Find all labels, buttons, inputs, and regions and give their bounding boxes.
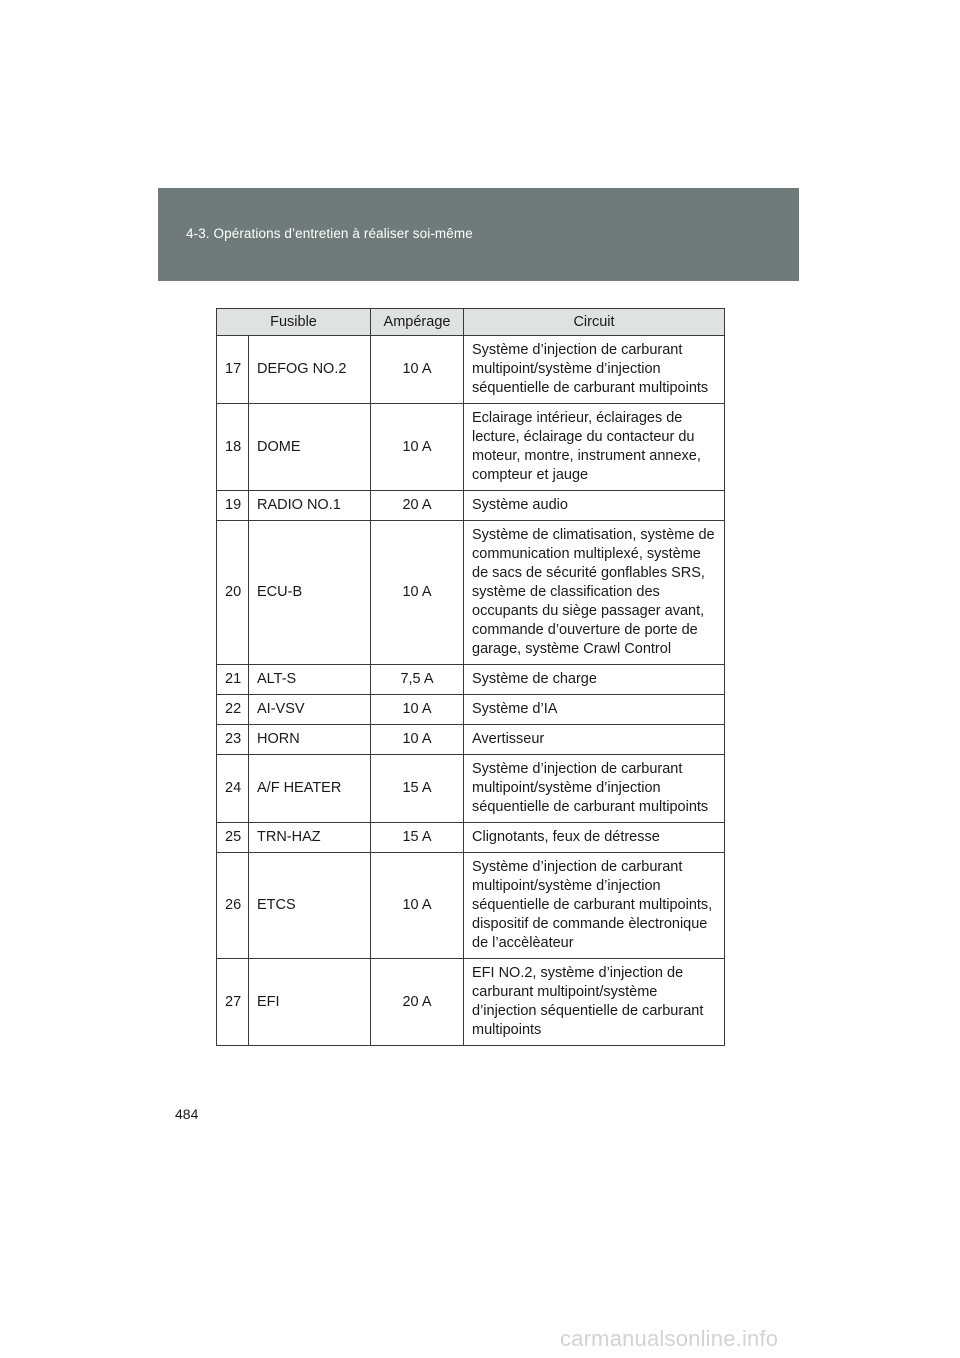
column-header-amperage: Ampérage (371, 309, 464, 336)
fuse-name-cell: A/F HEATER (249, 755, 371, 823)
section-title: 4-3. Opérations d’entretien à réaliser soi-même (186, 226, 473, 241)
circuit-cell: EFI NO.2, système d’injection de carburant multipoint/système d’injection séquentielle de carburant multipoints (464, 959, 725, 1046)
fuse-number-cell: 17 (217, 336, 249, 404)
fuse-number-cell: 26 (217, 853, 249, 959)
fuse-number-cell: 23 (217, 725, 249, 755)
column-header-circuit: Circuit (464, 309, 725, 336)
fuse-number-cell: 20 (217, 521, 249, 665)
fuse-name-cell: DOME (249, 404, 371, 491)
fuse-name-cell: HORN (249, 725, 371, 755)
amperage-cell: 10 A (371, 404, 464, 491)
fuse-name-cell: ALT-S (249, 665, 371, 695)
amperage-cell: 15 A (371, 823, 464, 853)
circuit-cell: Système d’injection de carburant multipoint/système d’injection séquentielle de carburant multipoints, dispositif de commande èlectronique de l’accèlèateur (464, 853, 725, 959)
table-header-row (217, 309, 725, 336)
fuse-table (216, 308, 725, 1046)
fuse-number-cell: 27 (217, 959, 249, 1046)
fuse-name-cell: AI-VSV (249, 695, 371, 725)
table-row (217, 695, 725, 725)
fuse-name-cell: ECU-B (249, 521, 371, 665)
fuse-number-cell: 24 (217, 755, 249, 823)
amperage-cell: 10 A (371, 336, 464, 404)
table-row (217, 404, 725, 491)
amperage-cell: 7,5 A (371, 665, 464, 695)
fuse-name-cell: DEFOG NO.2 (249, 336, 371, 404)
amperage-cell: 10 A (371, 695, 464, 725)
circuit-cell: Clignotants, feux de détresse (464, 823, 725, 853)
fuse-number-cell: 25 (217, 823, 249, 853)
fuse-name-cell: TRN-HAZ (249, 823, 371, 853)
fuse-number-cell: 21 (217, 665, 249, 695)
circuit-cell: Système de charge (464, 665, 725, 695)
circuit-cell: Système d’IA (464, 695, 725, 725)
table-row (217, 959, 725, 1046)
section-header-band (158, 188, 799, 281)
table-row (217, 823, 725, 853)
table-row (217, 853, 725, 959)
circuit-cell: Système audio (464, 491, 725, 521)
table-row (217, 336, 725, 404)
circuit-cell: Eclairage intérieur, éclairages de lecture, éclairage du contacteur du moteur, montre, instrument annexe, compteur et jauge (464, 404, 725, 491)
fuse-number-cell: 18 (217, 404, 249, 491)
fuse-name-cell: ETCS (249, 853, 371, 959)
fuse-name-cell: RADIO NO.1 (249, 491, 371, 521)
table-row (217, 725, 725, 755)
amperage-cell: 10 A (371, 725, 464, 755)
table-row (217, 491, 725, 521)
table-row (217, 665, 725, 695)
circuit-cell: Avertisseur (464, 725, 725, 755)
page-number: 484 (175, 1106, 199, 1122)
circuit-cell: Système d’injection de carburant multipoint/système d’injection séquentielle de carburant multipoints (464, 755, 725, 823)
amperage-cell: 20 A (371, 491, 464, 521)
circuit-cell: Système d’injection de carburant multipoint/système d’injection séquentielle de carburant multipoints (464, 336, 725, 404)
amperage-cell: 15 A (371, 755, 464, 823)
fuse-name-cell: EFI (249, 959, 371, 1046)
amperage-cell: 10 A (371, 853, 464, 959)
fuse-number-cell: 22 (217, 695, 249, 725)
amperage-cell: 20 A (371, 959, 464, 1046)
fuse-number-cell: 19 (217, 491, 249, 521)
column-header-fuse: Fusible (217, 309, 371, 336)
table-row (217, 755, 725, 823)
circuit-cell: Système de climatisation, système de communication multiplexé, système de sacs de sécurité gonflables SRS, système de classification des occupants du siège passager avant, commande d’ouverture de porte de garage, système Crawl Control (464, 521, 725, 665)
watermark: carmanualsonline.info (560, 1326, 779, 1351)
amperage-cell: 10 A (371, 521, 464, 665)
table-row (217, 521, 725, 665)
